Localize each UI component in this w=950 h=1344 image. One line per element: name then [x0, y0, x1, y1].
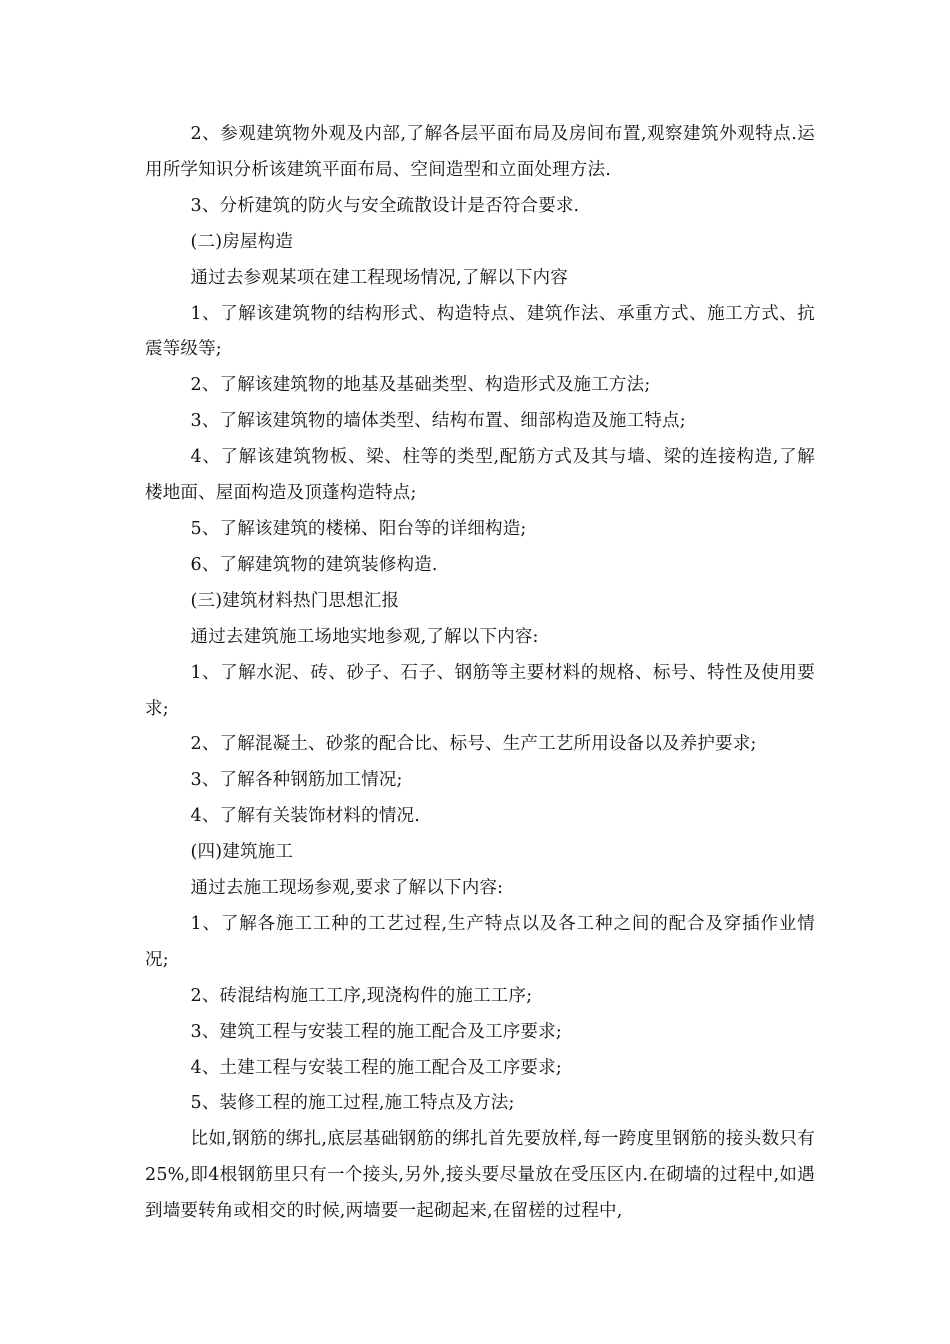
paragraph: 通过去建筑施工场地实地参观,了解以下内容: [190, 626, 539, 647]
list-item: 1、了解各施工工种的工艺过程,生产特点以及各工种之间的配合及穿插作业情况; [145, 913, 815, 970]
list-item: 4、了解该建筑物板、梁、柱等的类型,配筋方式及其与墙、梁的连接构造,了解楼地面、屋面构造及顶蓬构造特点; [145, 447, 815, 504]
section-heading: (二)房屋构造 [190, 231, 294, 252]
list-item: 1、了解水泥、砖、砂子、石子、钢筋等主要材料的规格、标号、特性及使用要求; [145, 662, 815, 719]
paragraph: 比如,钢筋的绑扎,底层基础钢筋的绑扎首先要放样,每一跨度里钢筋的接头数只有25%,即4根钢筋里只有一个接头,另外,接头要尽量放在受压区内.在砌墙的过程中,如遇到墙要转角或相交的时候,两墙要一起砌起来,在留槎的过程中, [145, 1129, 815, 1222]
list-item: 3、了解该建筑物的墙体类型、结构布置、细部构造及施工特点; [190, 411, 686, 432]
list-item: 5、了解该建筑的楼梯、阳台等的详细构造; [190, 518, 527, 539]
list-item: 2、了解该建筑物的地基及基础类型、构造形式及施工方法; [190, 375, 651, 396]
document-body [145, 117, 815, 1230]
list-item: 6、了解建筑物的建筑装修构造. [190, 554, 438, 575]
list-item: 4、了解有关装饰材料的情况. [190, 806, 420, 827]
list-item: 3、建筑工程与安装工程的施工配合及工序要求; [190, 1021, 562, 1042]
section-heading: (三)建筑材料热门思想汇报 [190, 590, 400, 611]
paragraph: 3、分析建筑的防火与安全疏散设计是否符合要求. [190, 195, 580, 216]
paragraph: 通过去参观某项在建工程现场情况,了解以下内容 [190, 267, 568, 288]
paragraph: 2、参观建筑物外观及内部,了解各层平面布局及房间布置,观察建筑外观特点.运用所学知识分析该建筑平面布局、空间造型和立面处理方法. [145, 124, 815, 180]
list-item: 5、装修工程的施工过程,施工特点及方法; [190, 1093, 515, 1114]
list-item: 1、了解该建筑物的结构形式、构造特点、建筑作法、承重方式、施工方式、抗震等级等; [145, 303, 815, 360]
list-item: 4、土建工程与安装工程的施工配合及工序要求; [190, 1057, 562, 1078]
section-heading: (四)建筑施工 [190, 842, 294, 863]
list-item: 2、砖混结构施工工序,现浇构件的施工工序; [190, 985, 533, 1006]
list-item: 3、了解各种钢筋加工情况; [190, 770, 403, 791]
paragraph: 通过去施工现场参观,要求了解以下内容: [190, 878, 504, 899]
list-item: 2、了解混凝土、砂浆的配合比、标号、生产工艺所用设备以及养护要求; [190, 734, 757, 755]
